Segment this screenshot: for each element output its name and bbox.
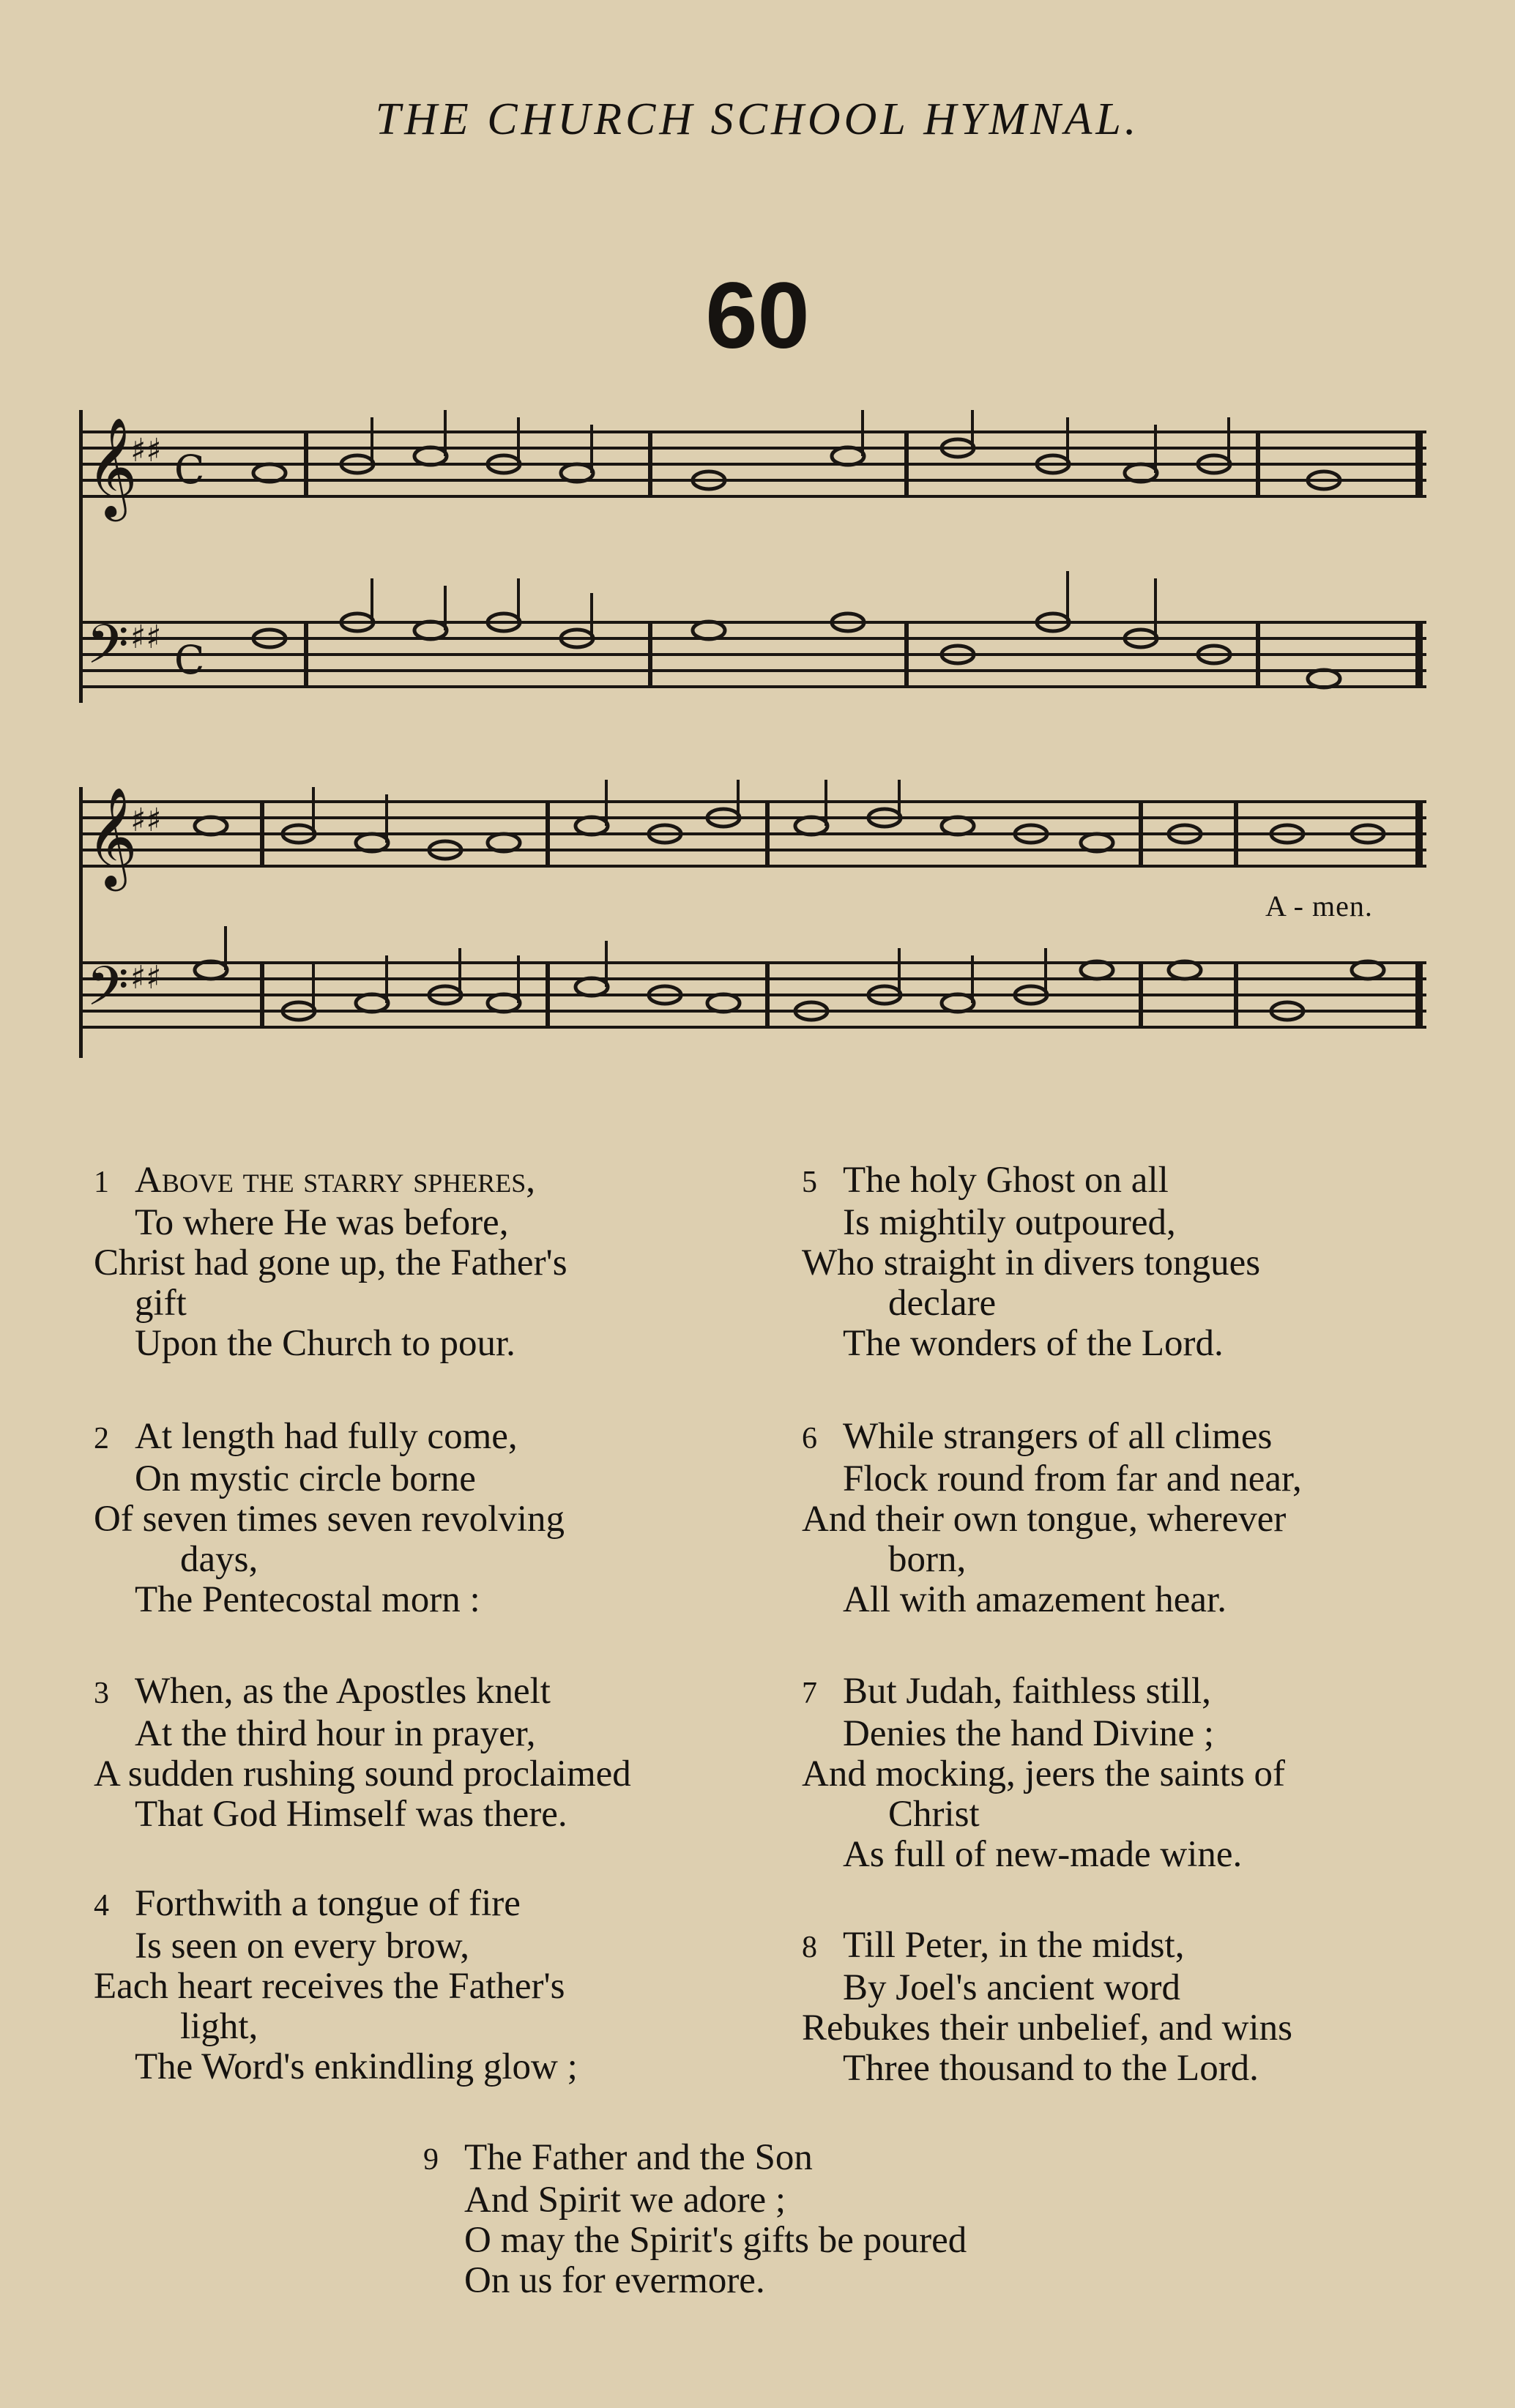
svg-text:C: C	[174, 447, 205, 493]
verse-line: Of seven times seven revolving	[94, 1499, 565, 1540]
svg-text:𝄢: 𝄢	[86, 955, 129, 1032]
verse-line: But Judah, faithless still,	[843, 1671, 1211, 1712]
verse-line: The holy Ghost on all	[843, 1160, 1169, 1201]
verse-line: When, as the Apostles knelt	[135, 1671, 551, 1712]
verse-line: And mocking, jeers the saints of	[802, 1753, 1286, 1794]
music-system-1	[79, 410, 1434, 703]
verse-line: The Pentecostal morn :	[135, 1579, 480, 1620]
svg-text:C: C	[174, 637, 205, 683]
verse-line: born,	[888, 1539, 967, 1580]
music-score-1	[79, 410, 1434, 703]
verse-number: 9	[423, 2143, 439, 2177]
svg-text:♯♯: ♯♯	[130, 802, 162, 839]
verse-line: That God Himself was there.	[135, 1794, 567, 1835]
verse-line: light,	[180, 2006, 258, 2047]
svg-text:𝄞: 𝄞	[86, 786, 138, 887]
svg-text:♯♯: ♯♯	[130, 619, 162, 656]
svg-text:♯♯: ♯♯	[130, 432, 162, 469]
verse-line: Till Peter, in the midst,	[843, 1925, 1185, 1966]
verse-number: 5	[802, 1166, 817, 1199]
verse-line: O may the Spirit's gifts be poured	[464, 2220, 967, 2261]
svg-text:♯♯: ♯♯	[130, 959, 162, 996]
hymn-number: 60	[705, 264, 810, 368]
verse-line: And their own tongue, wherever	[802, 1499, 1287, 1540]
verse-line: Above the starry spheres,	[135, 1160, 536, 1201]
verse-line: Is seen on every brow,	[135, 1926, 469, 1967]
svg-text:𝄞: 𝄞	[86, 416, 138, 517]
verse-line: By Joel's ancient word	[843, 1967, 1181, 2008]
verse-line: At length had fully come,	[135, 1416, 518, 1457]
verse-line: Christ had gone up, the Father's	[94, 1242, 567, 1283]
verse-line: Forthwith a tongue of fire	[135, 1883, 521, 1924]
verse-number: 7	[802, 1677, 817, 1710]
svg-text:𝄢: 𝄢	[86, 613, 129, 690]
music-system-2	[79, 780, 1434, 1073]
amen-label: A - men.	[1265, 890, 1373, 922]
verse-line: days,	[180, 1539, 258, 1580]
verse-line: Rebukes their unbelief, and wins	[802, 2008, 1292, 2049]
verse-line: As full of new-made wine.	[843, 1834, 1243, 1875]
verse-number: 6	[802, 1422, 817, 1455]
verse-line: On us for evermore.	[464, 2260, 765, 2301]
verse-4	[94, 1884, 578, 2087]
verse-line: declare	[888, 1283, 997, 1324]
verse-8	[802, 1926, 1292, 2089]
verse-line: Upon the Church to pour.	[135, 1323, 515, 1364]
verse-9	[423, 2138, 967, 2301]
verse-line: Each heart receives the Father's	[94, 1966, 565, 2007]
verse-line: Flock round from far and near,	[843, 1458, 1302, 1499]
verse-number: 3	[94, 1677, 109, 1710]
verse-number: 4	[94, 1889, 109, 1923]
verse-2	[94, 1417, 565, 1620]
running-header: THE CHURCH SCHOOL HYMNAL.	[375, 94, 1140, 144]
verse-line: Who straight in divers tongues	[802, 1242, 1261, 1283]
verse-line: Three thousand to the Lord.	[843, 2048, 1259, 2089]
verse-line: gift	[135, 1283, 187, 1324]
verse-line: Christ	[888, 1794, 980, 1835]
verse-line: At the third hour in prayer,	[135, 1713, 536, 1754]
verse-line: The Word's enkindling glow ;	[135, 2046, 578, 2087]
verse-line: A sudden rushing sound proclaimed	[94, 1753, 631, 1794]
verse-3	[94, 1671, 631, 1835]
verse-line: All with amazement hear.	[843, 1579, 1226, 1620]
music-score-2	[79, 780, 1434, 1073]
verse-number: 8	[802, 1931, 817, 1964]
verse-line: The Father and the Son	[464, 2137, 813, 2178]
verse-number: 1	[94, 1166, 109, 1199]
verse-line: To where He was before,	[135, 1202, 509, 1243]
verse-1	[94, 1160, 567, 1364]
verse-line: Denies the hand Divine ;	[843, 1713, 1215, 1754]
verse-7	[802, 1671, 1285, 1875]
verse-5	[802, 1160, 1260, 1364]
verse-line: Is mightily outpoured,	[843, 1202, 1176, 1243]
verse-line: And Spirit we adore ;	[464, 2180, 786, 2221]
verse-line: While strangers of all climes	[843, 1416, 1273, 1457]
verse-line: The wonders of the Lord.	[843, 1323, 1224, 1364]
verse-number: 2	[94, 1422, 109, 1455]
verse-line: On mystic circle borne	[135, 1458, 476, 1499]
verse-6	[802, 1417, 1302, 1620]
